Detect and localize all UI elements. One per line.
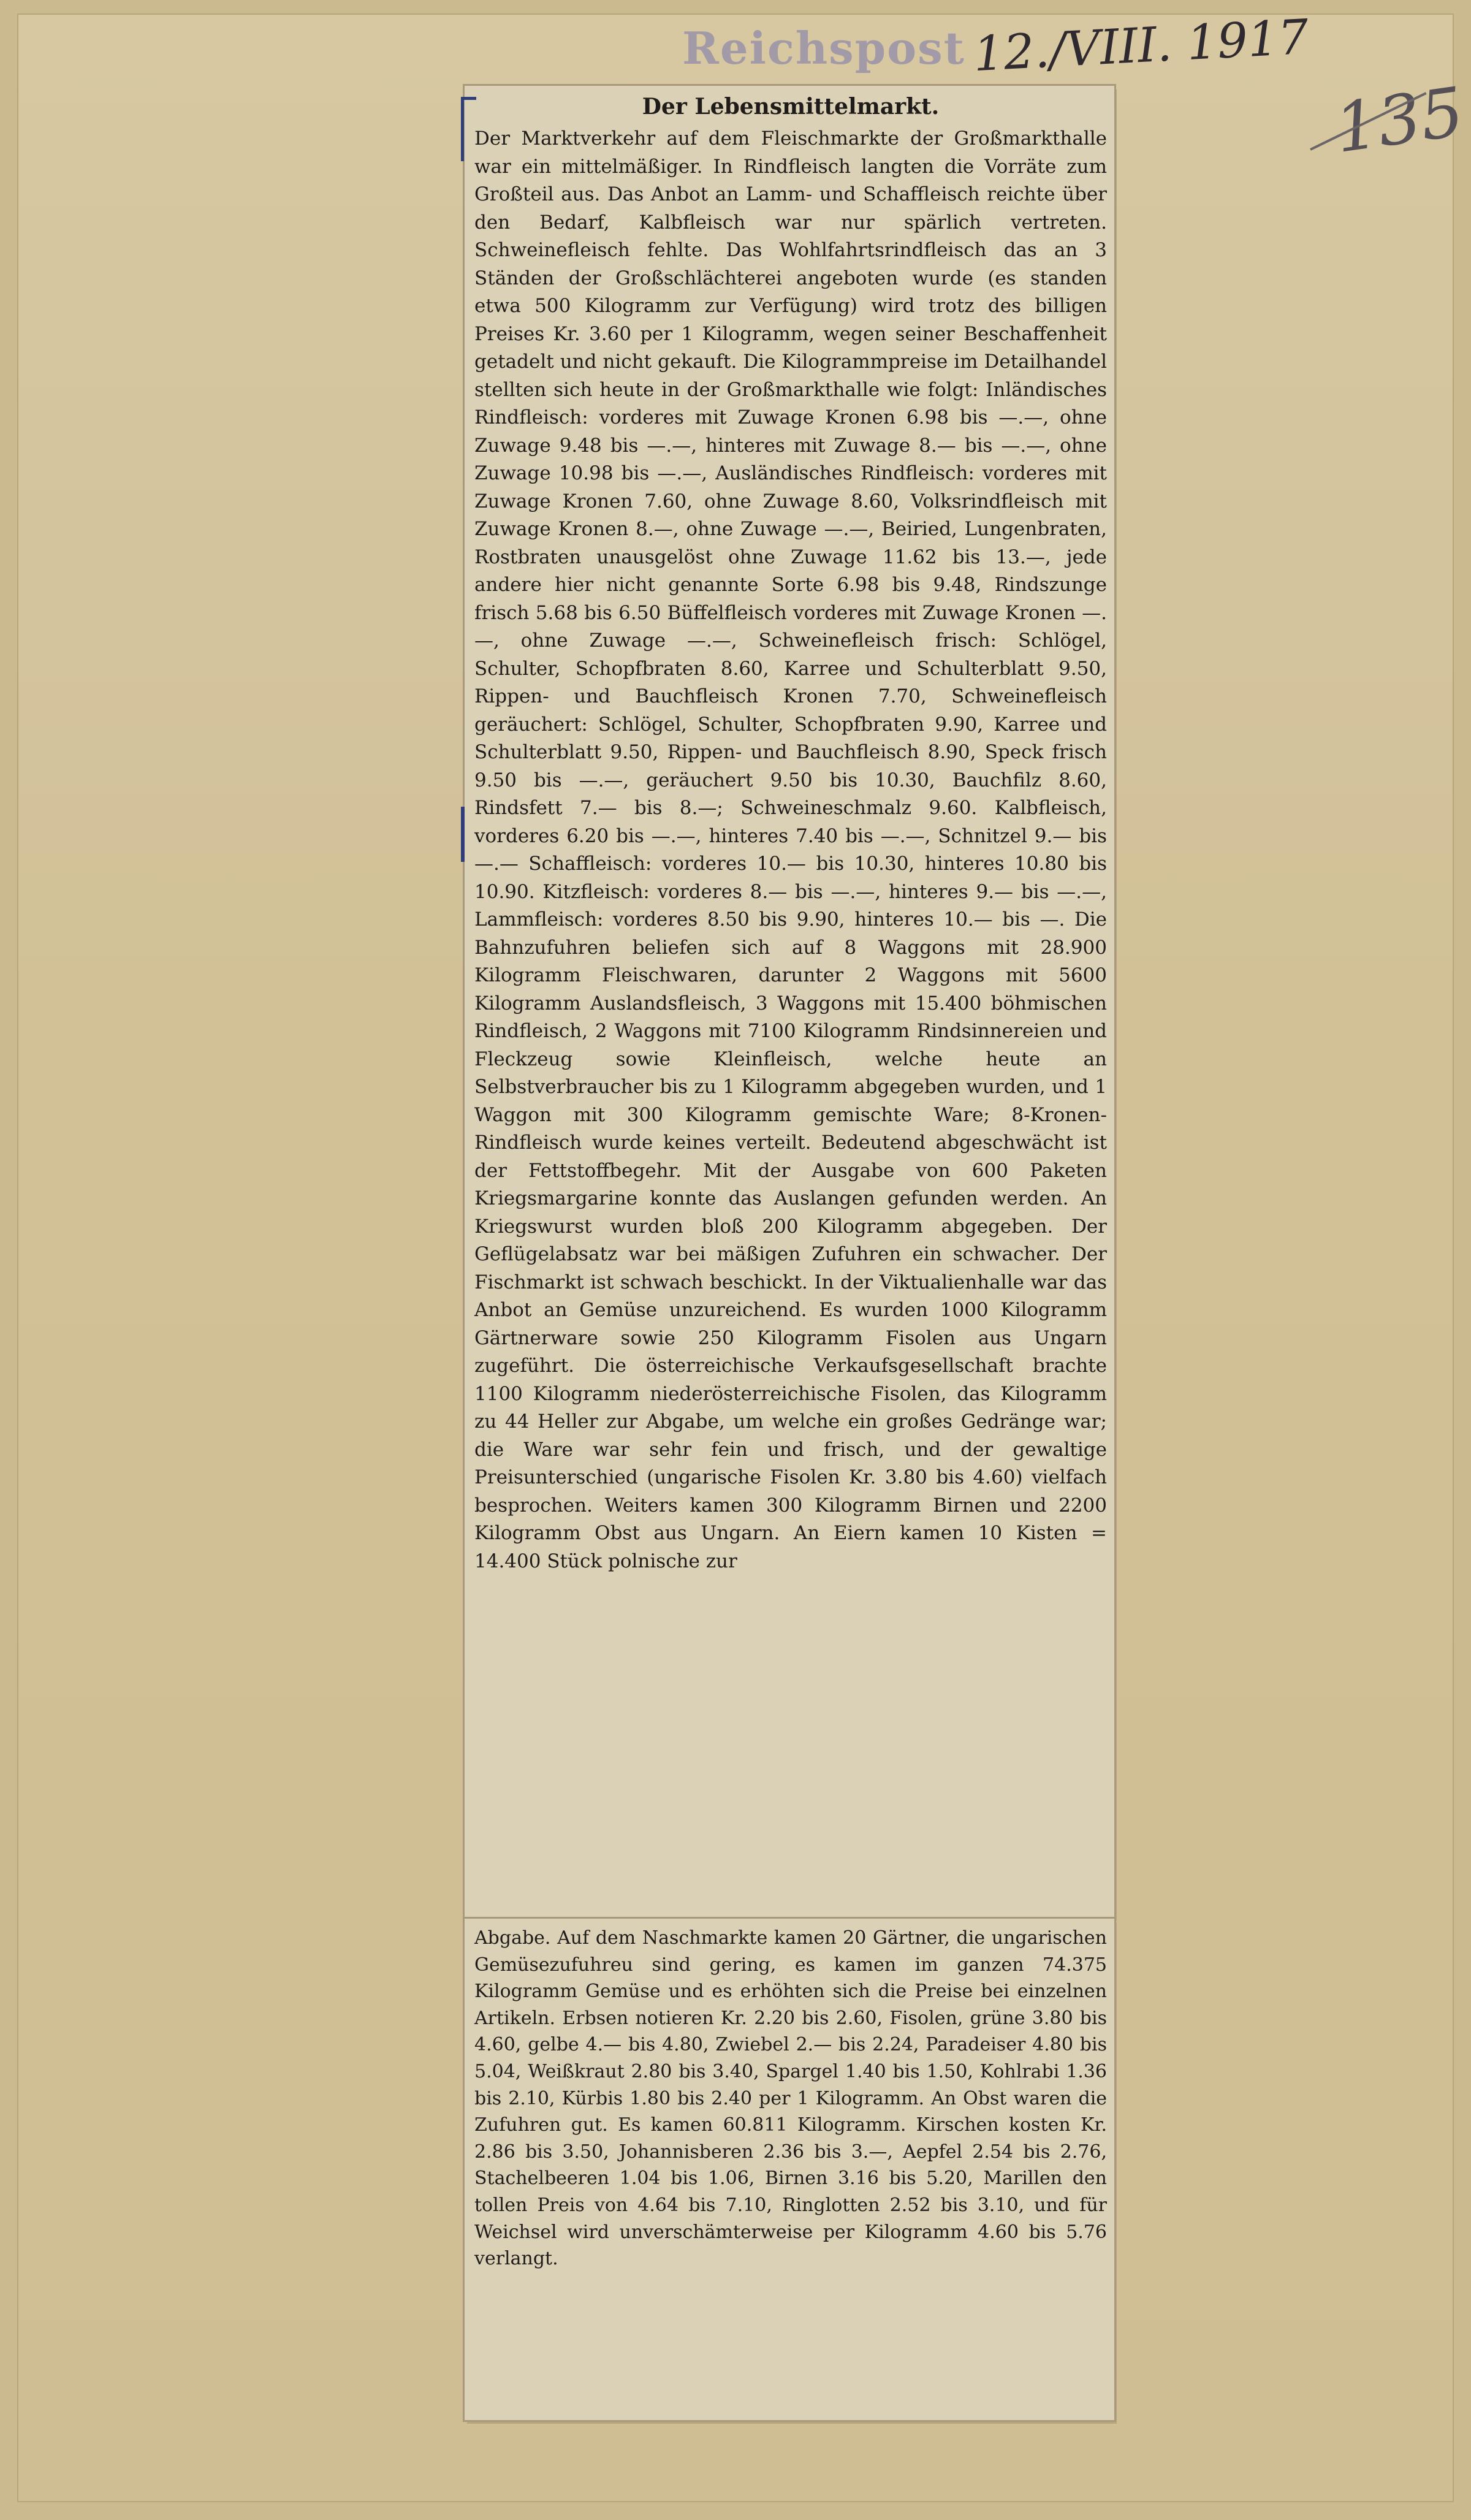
newspaper-stamp: Reichspost xyxy=(682,22,965,74)
archive-number: 135 xyxy=(1330,72,1469,168)
clipping-part-1 xyxy=(465,86,1114,1917)
article-body-part-1: Der Marktverkehr auf dem Fleischmarkte der Großmarkthalle war ein mittelmäßiger. In Rindfleisch langten die Vorräte zum Großteil aus. Das Anbot an Lamm- und Schaffleisch reichte über den Bedarf, Kalbfleisch war nur spärlich vertreten. Schweinefleisch fehlte. Das Wohlfahrtsrindfleisch das an 3 Ständen der Großschlächterei angeboten wurde (es standen etwa 500 Kilogramm zur Verfügung) wird trotz des billigen Preises Kr. 3.60 per 1 Kilogramm, wegen seiner Beschaffenheit getadelt und nicht gekauft. Die Kilogrammpreise im Detailhandel stellten sich heute in der Großmarkthalle wie folgt: Inländisches Rindfleisch: vorderes mit Zuwage Kronen 6.98 bis —.—, ohne Zuwage 9.48 bis —.—, hinteres mit Zuwage 8.— bis —.—, ohne Zuwage 10.98 bis —.—, Ausländisches Rindfleisch: vorderes mit Zuwage Kronen 7.60, ohne Zuwage 8.60, Volksrindfleisch mit Zuwage Kronen 8.—, ohne Zuwage —.—, Beiried, Lungenbraten, Rostbraten unausgelöst ohne Zuwage 11.62 bis 13.—, jede andere hier nicht genannte Sorte 6.98 bis 9.48, Rindszunge frisch 5.68 bis 6.50 Büffelfleisch vorderes mit Zuwage Kronen —.—, ohne Zuwage —.—, Schweinefleisch frisch: Schlögel, Schulter, Schopfbraten 8.60, Karree und Schulterblatt 9.50, Rippen- und Bauchfleisch Kronen 7.70, Schweinefleisch geräuchert: Schlögel, Schulter, Schopfbraten 9.90, Karree und Schulterblatt 9.50, Rippen- und Bauchfleisch 8.90, Speck frisch 9.50 bis —.—, geräuchert 9.50 bis 10.30, Bauchfilz 8.60, Rindsfett 7.— bis 8.—; Schweineschmalz 9.60. Kalbfleisch, vorderes 6.20 bis —.—, hinteres 7.40 bis —.—, Schnitzel 9.— bis —.— Schaffleisch: vorderes 10.— bis 10.30, hinteres 10.80 bis 10.90. Kitzfleisch: vorderes 8.— bis —.—, hinteres 9.— bis —.—, Lammfleisch: vorderes 8.50 bis 9.90, hinteres 10.— bis —. Die Bahnzufuhren beliefen sich auf 8 Waggons mit 28.900 Kilogramm Fleischwaren, darunter 2 Waggons mit 5600 Kilogramm Auslandsfleisch, 3 Waggons mit 15.400 böhmischen Rindfleisch, 2 Waggons mit 7100 Kilogramm Rindsinnereien und Fleckzeug sowie Kleinfleisch, welche heute an Selbstverbraucher bis zu 1 Kilogramm abgegeben wurden, und 1 Waggon mit 300 Kilogramm gemischte Ware; 8-Kronen-Rindfleisch wurde keines verteilt. Bedeutend abgeschwächt ist der Fettstoffbegehr. Mit der Ausgabe von 600 Paketen Kriegsmargarine konnte das Auslangen gefunden werden. An Kriegswurst wurden bloß 200 Kilogramm abgegeben. Der Geflügelabsatz war bei mäßigen Zufuhren ein schwacher. Der Fischmarkt ist schwach beschickt. In der Viktualienhalle war das Anbot an Gemüse unzureichend. Es wurden 1000 Kilogramm Gärtnerware sowie 250 Kilogramm Fisolen aus Ungarn zugeführt. Die österreichische Verkaufsgesellschaft brachte 1100 Kilogramm niederösterreichische Fisolen, das Kilogramm zu 44 Heller zur Abgabe, um welche ein großes Gedränge war; die Ware war sehr fein und frisch, und der gewaltige Preisunterschied (ungarische Fisolen Kr. 3.80 bis 4.60) vielfach besprochen. Weiters kamen 300 Kilogramm Birnen und 2200 Kilogramm Obst aus Ungarn. An Eiern kamen 10 Kisten = 14.400 Stück polnische zur xyxy=(474,128,1107,1572)
handwritten-date: 12./VIII. 1917 xyxy=(972,9,1310,83)
article-body-part-2: Abgabe. Auf dem Naschmarkte kamen 20 Gärtner, die ungarischen Gemüsezufuhreu sind gering, es kamen im ganzen 74.375 Kilogramm Gemüse und es erhöhten sich die Preise bei einzelnen Artikeln. Erbsen notieren Kr. 2.20 bis 2.60, Fisolen, grüne 3.80 bis 4.60, gelbe 4.— bis 4.80, Zwiebel 2.— bis 2.24, Paradeiser 4.80 bis 5.04, Weißkraut 2.80 bis 3.40, Spargel 1.40 bis 1.50, Kohlrabi 1.36 bis 2.10, Kürbis 1.80 bis 2.40 per 1 Kilogramm. An Obst waren die Zufuhren gut. Es kamen 60.811 Kilogramm. Kirschen kosten Kr. 2.86 bis 3.50, Johannisberen 2.36 bis 3.—, Aepfel 2.54 bis 2.76, Stachelbeeren 1.04 bis 1.06, Birnen 3.16 bis 5.20, Marillen den tollen Preis von 4.64 bis 7.10, Ringlotten 2.52 bis 3.10, und für Weichsel wird unverschämterweise per Kilogramm 4.60 bis 5.76 verlangt. xyxy=(474,1927,1107,2270)
clipping-part-2 xyxy=(465,1919,1114,2420)
article-title: Der Lebensmittelmarkt. xyxy=(642,94,940,120)
blue-pencil-mark xyxy=(461,807,465,862)
